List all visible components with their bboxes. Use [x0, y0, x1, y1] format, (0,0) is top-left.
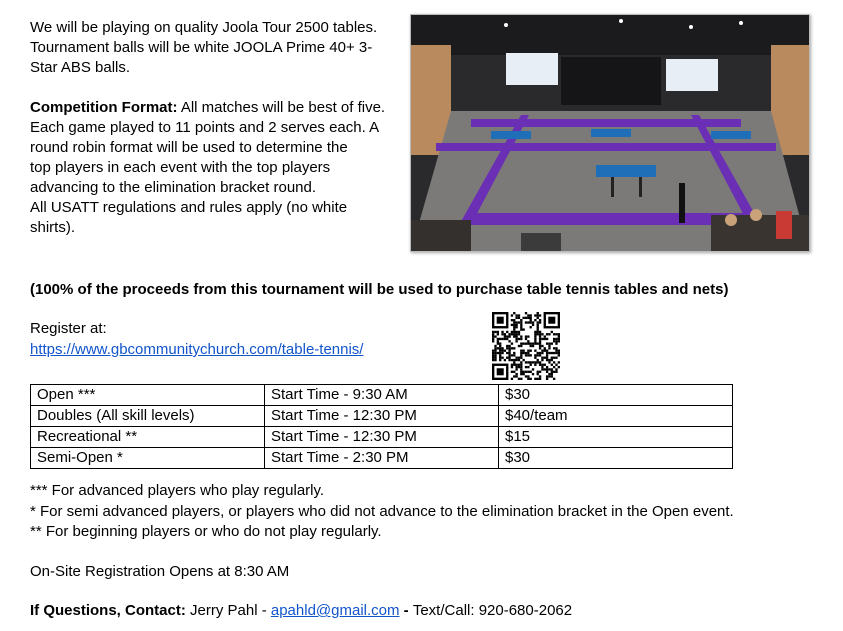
event-name-cell: Recreational **	[31, 427, 265, 448]
format-first-line	[30, 98, 400, 118]
event-price-cell: $15	[499, 427, 733, 448]
event-name-cell: Semi-Open *	[31, 448, 265, 469]
contact-email-link[interactable]: apahld@gmail.com	[270, 602, 400, 619]
intro-line: We will be playing on quality Joola Tour 2500 tables.	[30, 19, 378, 36]
intro-block	[30, 18, 400, 238]
contact-separator: -	[399, 602, 413, 619]
event-time-cell: Start Time - 2:30 PM	[265, 448, 499, 469]
event-name-cell: Open ***	[31, 385, 265, 406]
event-price-cell: $40/team	[499, 406, 733, 427]
qr-code	[492, 312, 560, 380]
onsite-registration: On-Site Registration Opens at 8:30 AM	[30, 563, 290, 580]
note-beginning: ** For beginning players or who do not play regularly.	[30, 523, 382, 540]
contact-line	[30, 602, 572, 619]
contact-phone: Text/Call: 920-680-2062	[412, 602, 573, 619]
format-line: advancing to the elimination bracket round.	[30, 179, 317, 196]
format-line: round robin format will be used to determine the	[30, 139, 348, 156]
register-label: Register at:	[30, 320, 107, 337]
intro-line: Tournament balls will be white JOOLA Prime 40+ 3-	[30, 39, 373, 56]
contact-label: If Questions, Contact:	[30, 602, 186, 619]
photo-illustration	[411, 15, 809, 251]
register-link[interactable]: https://www.gbcommunitychurch.com/table-tennis/	[30, 341, 364, 358]
gym-tournament-photo	[410, 14, 810, 252]
format-line: top players in each event with the top players	[30, 159, 331, 176]
event-price-cell: $30	[499, 448, 733, 469]
table-row	[31, 448, 733, 469]
event-time-cell: Start Time - 9:30 AM	[265, 385, 499, 406]
format-heading: Competition Format:	[30, 99, 178, 116]
intro-line: Star ABS balls.	[30, 59, 131, 76]
table-row	[31, 385, 733, 406]
event-time-cell: Start Time - 12:30 PM	[265, 427, 499, 448]
format-line: shirts).	[30, 219, 75, 236]
event-price-cell: $30	[499, 385, 733, 406]
table-row	[31, 427, 733, 448]
event-time-cell: Start Time - 12:30 PM	[265, 406, 499, 427]
proceeds-notice: (100% of the proceeds from this tournament will be used to purchase table tennis tables and nets)	[30, 281, 729, 298]
format-first-line-rest: All matches will be best of five.	[177, 99, 386, 116]
event-name-cell: Doubles (All skill levels)	[31, 406, 265, 427]
format-line: Each game played to 11 points and 2 serves each. A	[30, 119, 380, 136]
events-table	[30, 384, 733, 469]
notes-block	[30, 481, 734, 543]
contact-name: Jerry Pahl -	[185, 602, 271, 619]
table-row	[31, 406, 733, 427]
qr-code-image	[492, 312, 560, 380]
note-semi: * For semi advanced players, or players who did not advance to the elimination bracket in the Open event.	[30, 502, 734, 520]
note-advanced: *** For advanced players who play regularly.	[30, 482, 325, 499]
format-line: All USATT regulations and rules apply (no white	[30, 199, 348, 216]
